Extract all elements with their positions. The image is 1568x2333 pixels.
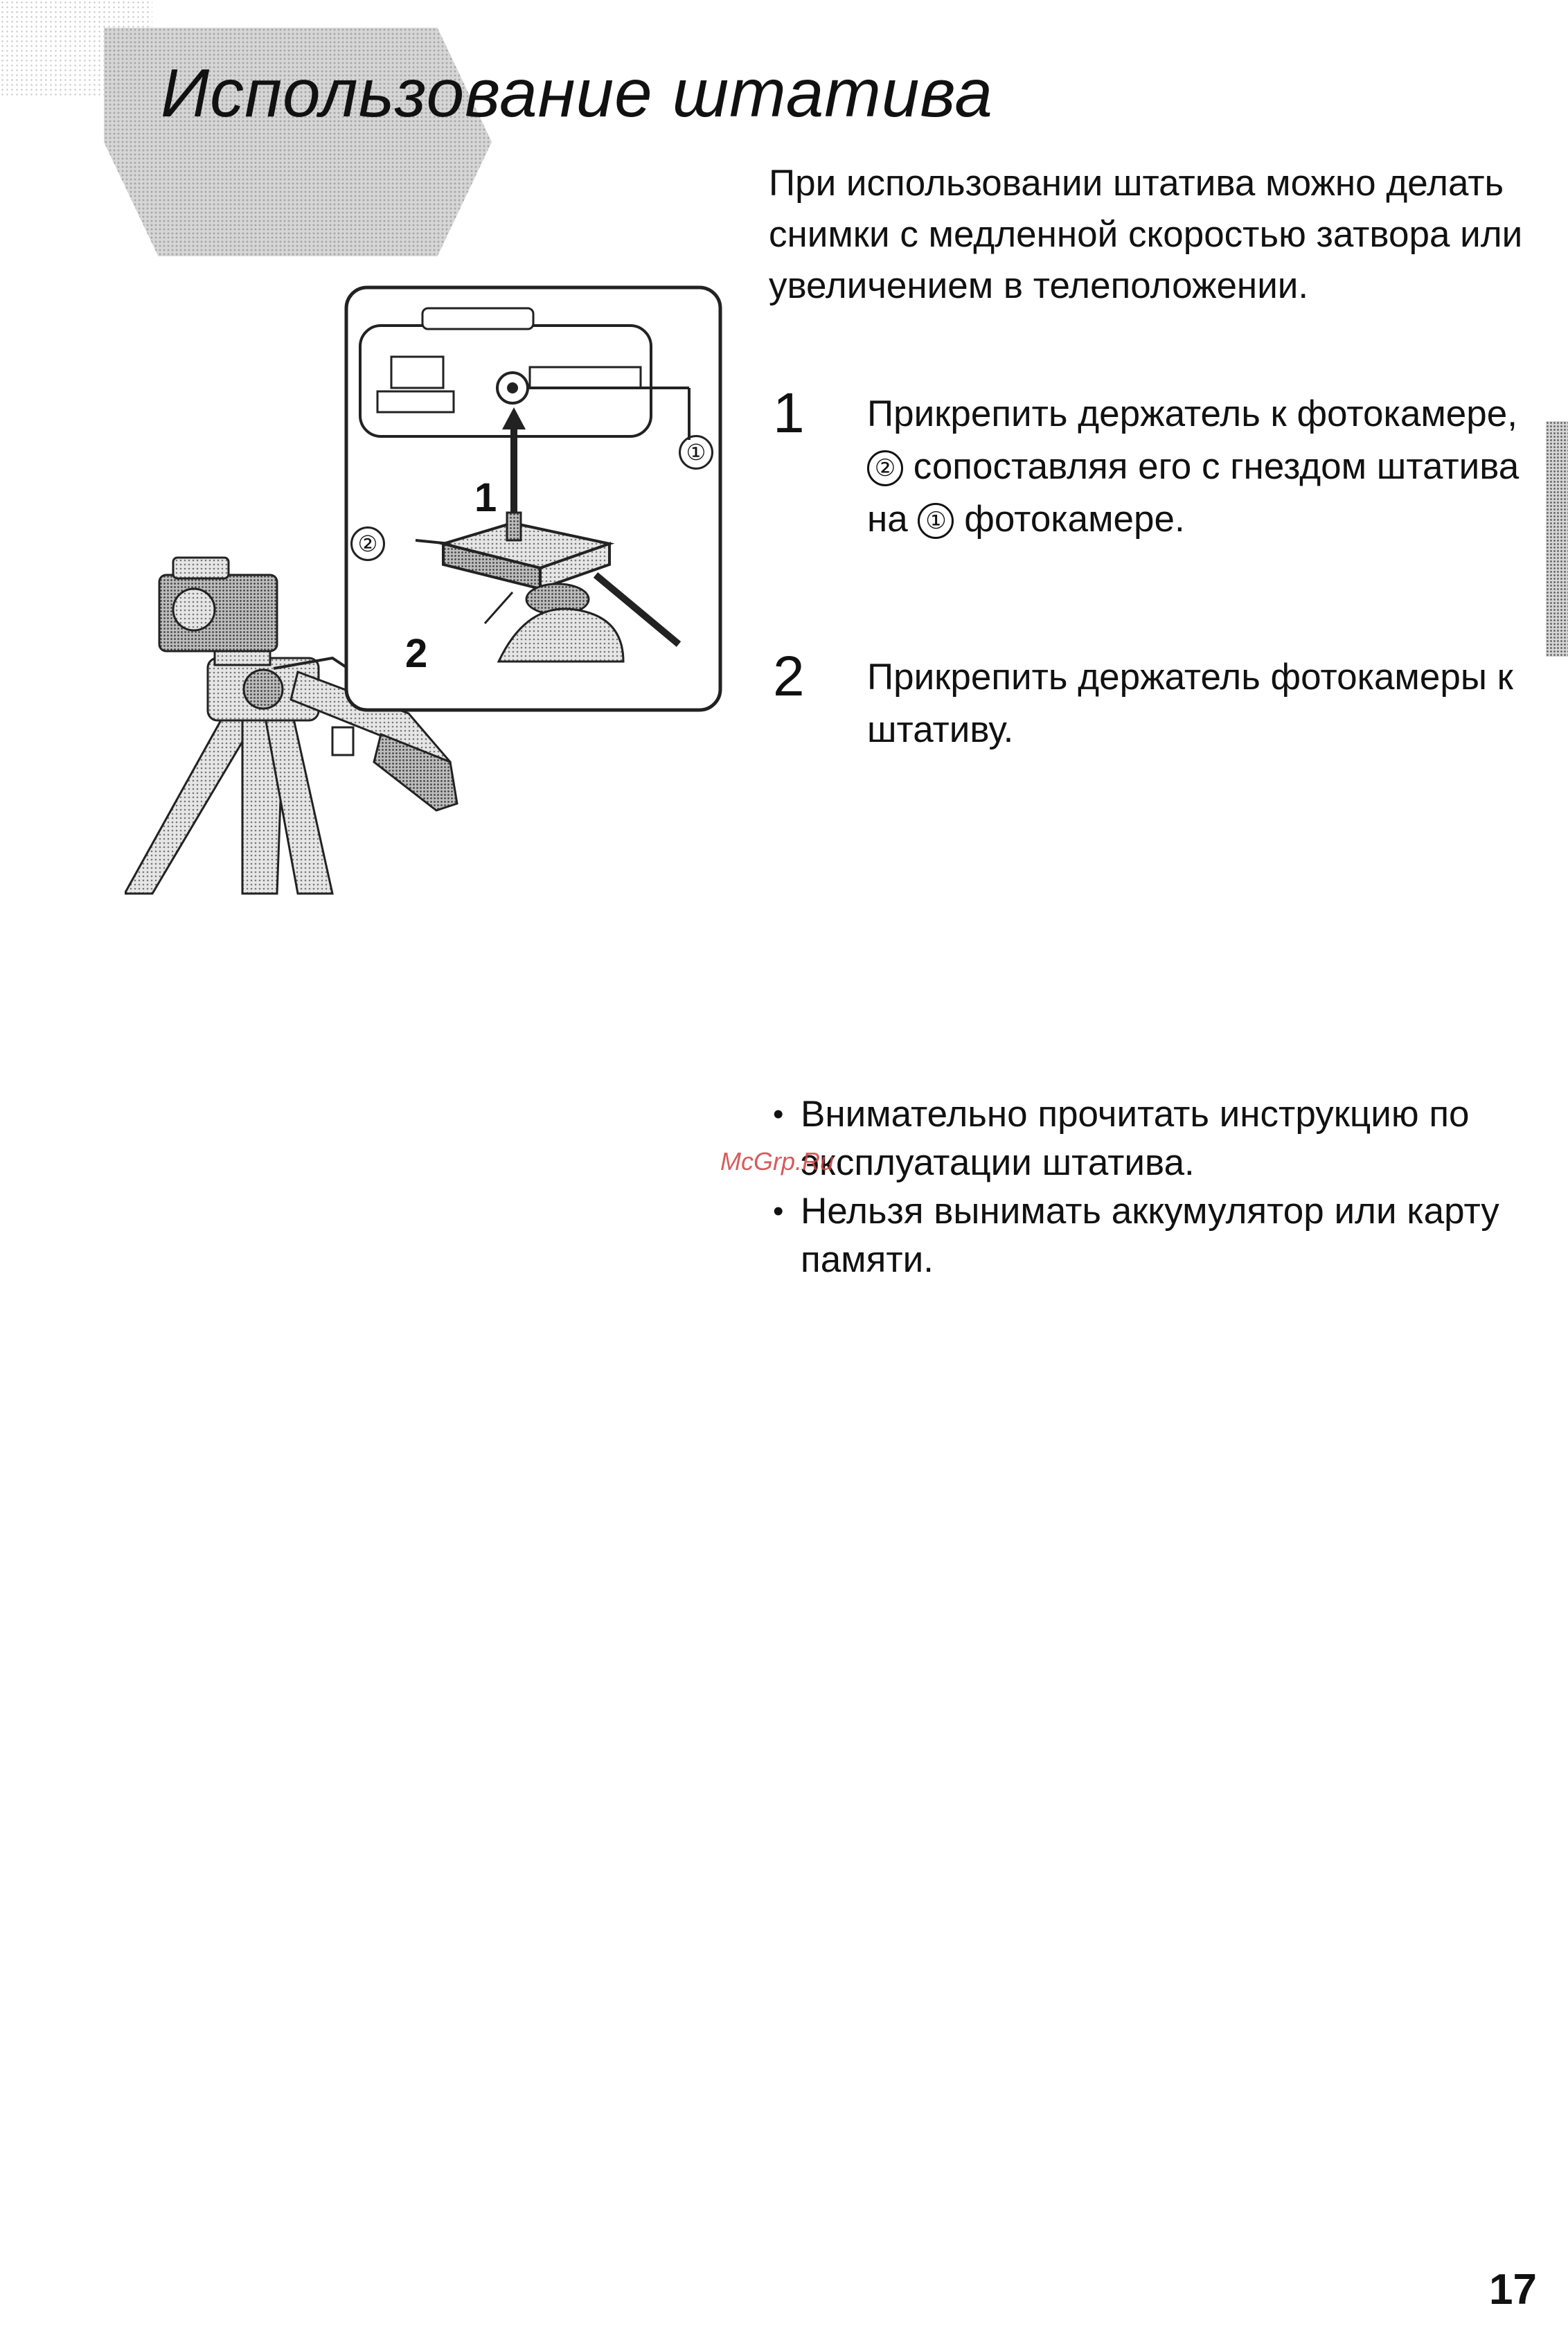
bullet-icon: •	[773, 1194, 784, 1228]
step-1-number: 1	[773, 382, 805, 445]
step-2-number: 2	[773, 645, 805, 708]
step-1-text-part: фотокамере.	[964, 499, 1185, 540]
figure-label-two-circled: ②	[350, 526, 385, 561]
note-text: Нельзя вынимать аккумулятор или карту памяти.	[801, 1191, 1499, 1280]
page-number: 17	[1489, 2266, 1537, 2314]
bullet-icon: •	[773, 1097, 784, 1131]
camera-bottom-view	[360, 308, 689, 440]
step-1-text	[867, 388, 1560, 546]
tripod-illustration	[125, 284, 734, 911]
watermark: McGrp.Ru	[720, 1147, 835, 1176]
step-1-text-part: сопоставляя его с гнездом штатива на	[867, 446, 1520, 540]
note-item	[769, 1187, 1524, 1284]
note-item	[769, 1090, 1524, 1187]
step-2	[769, 645, 1538, 756]
figure-label-step-two: 2	[405, 631, 428, 676]
camera-on-tripod	[159, 558, 277, 665]
note-text: Внимательно прочитать инструкцию по эксплуатации штатива.	[801, 1094, 1470, 1183]
step-2-text: Прикрепить держатель фотокамеры к штативу.	[867, 657, 1513, 750]
step-1	[769, 382, 1538, 546]
side-tab-marker	[1546, 421, 1568, 657]
tripod-illustration-svg	[125, 284, 734, 907]
figure-label-step-one: 1	[474, 475, 497, 520]
step-1-text-part: Прикрепить держатель к фотокамере,	[867, 393, 1517, 434]
notes-list	[769, 1090, 1524, 1284]
circled-one-marker: ①	[918, 503, 954, 539]
figure-label-one-circled: ①	[679, 435, 713, 470]
intro-paragraph: При использовании штатива можно делать снимки с медленной скоростью затвора или увеличением в телеположении.	[769, 163, 1523, 306]
page-title: Использование штатива	[161, 55, 993, 131]
circled-two-marker: ②	[867, 450, 903, 486]
